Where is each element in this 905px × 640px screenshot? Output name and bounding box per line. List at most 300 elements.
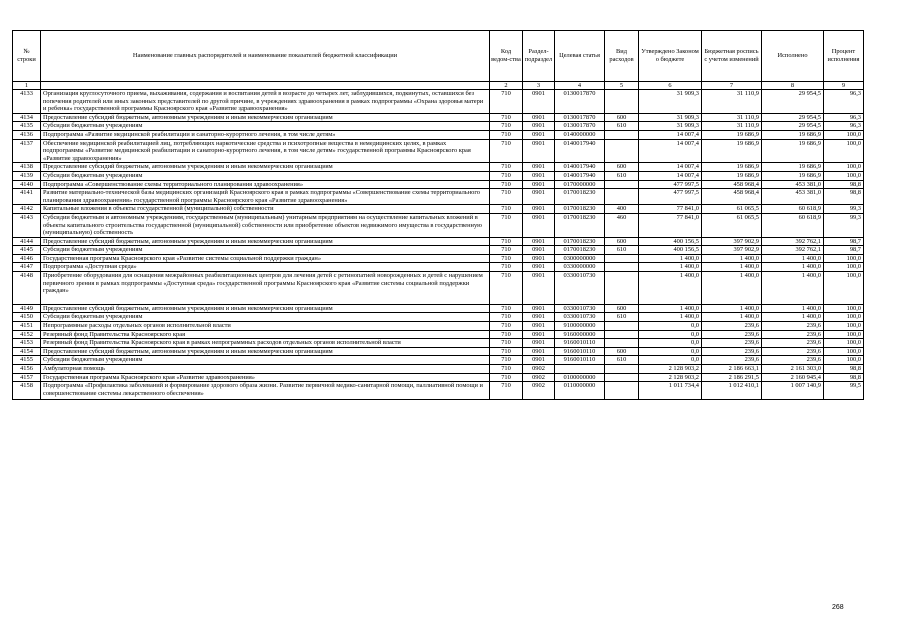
table-row bbox=[13, 339, 864, 348]
executed-cell: 60 618,9 bbox=[762, 205, 824, 214]
percent-cell: 100,0 bbox=[824, 356, 864, 365]
budget-table bbox=[12, 30, 864, 400]
expense-type-cell bbox=[605, 254, 639, 263]
expense-type-cell bbox=[605, 272, 639, 305]
target-article-cell: 0300000000 bbox=[555, 254, 605, 263]
column-number: 3 bbox=[523, 82, 555, 90]
budget-list-cell: 239,6 bbox=[702, 356, 762, 365]
target-article-cell: 9160000000 bbox=[555, 330, 605, 339]
name-cell: Непрограммные расходы отдельных органов исполнительной власти bbox=[41, 322, 490, 331]
name-cell: Субсидии бюджетным и автономным учреждениям, государственным (муниципальным) унитарным предприятиям на осуществление капитальных вложений в объекты капитального строительства государственной (муниципальной) собственности или приобретение объектов недвижимого имущества в государственную (муниципальную) собственность bbox=[41, 213, 490, 237]
expense-type-cell: 600 bbox=[605, 113, 639, 122]
target-article-cell: 0130017870 bbox=[555, 122, 605, 131]
dept-code-cell: 710 bbox=[490, 205, 523, 214]
budget-list-cell: 1 400,0 bbox=[702, 313, 762, 322]
expense-type-cell: 610 bbox=[605, 122, 639, 131]
dept-code-cell: 710 bbox=[490, 347, 523, 356]
approved-cell: 1 400,0 bbox=[639, 304, 702, 313]
table-row bbox=[13, 365, 864, 374]
target-article-cell: 0170018230 bbox=[555, 246, 605, 255]
executed-cell: 239,6 bbox=[762, 322, 824, 331]
target-article-cell: 0140017940 bbox=[555, 139, 605, 163]
executed-cell: 1 400,0 bbox=[762, 263, 824, 272]
name-cell: Подпрограмма «Развитие медицинской реабилитации и санаторно-курортного лечения, в том числе детям» bbox=[41, 130, 490, 139]
dept-code-cell: 710 bbox=[490, 189, 523, 205]
budget-list-cell: 1 400,0 bbox=[702, 304, 762, 313]
approved-cell: 477 997,5 bbox=[639, 180, 702, 189]
row-number-cell: 4140 bbox=[13, 180, 41, 189]
section-cell: 0901 bbox=[523, 237, 555, 246]
executed-cell: 19 686,9 bbox=[762, 171, 824, 180]
dept-code-cell: 710 bbox=[490, 122, 523, 131]
row-number-cell: 4142 bbox=[13, 205, 41, 214]
budget-list-cell: 397 902,9 bbox=[702, 237, 762, 246]
name-cell: Субсидии бюджетным учреждениям bbox=[41, 246, 490, 255]
budget-list-cell: 239,6 bbox=[702, 339, 762, 348]
expense-type-cell: 600 bbox=[605, 163, 639, 172]
name-cell: Приобретение оборудования для оснащения межрайонных реабилитационных центров для лечения детей с ретинопатией новорожденных и детей с нарушением первичного зрения в рамках подпрограммы «Доступная среда» государственной программы Красноярского края «Развитие системы социальной поддержки граждан» bbox=[41, 272, 490, 305]
column-number: 2 bbox=[490, 82, 523, 90]
table-row bbox=[13, 272, 864, 305]
target-article-cell: 0130017870 bbox=[555, 113, 605, 122]
approved-cell: 2 128 903,2 bbox=[639, 365, 702, 374]
executed-cell: 453 381,0 bbox=[762, 189, 824, 205]
executed-cell: 239,6 bbox=[762, 356, 824, 365]
table-row bbox=[13, 180, 864, 189]
column-number: 6 bbox=[639, 82, 702, 90]
column-number bbox=[41, 82, 490, 90]
percent-cell: 99,5 bbox=[824, 382, 864, 400]
section-cell: 0901 bbox=[523, 171, 555, 180]
section-cell: 0901 bbox=[523, 163, 555, 172]
section-cell: 0901 bbox=[523, 356, 555, 365]
percent-cell: 96,3 bbox=[824, 90, 864, 114]
row-number-cell: 4139 bbox=[13, 171, 41, 180]
name-cell: Субсидии бюджетным учреждениям bbox=[41, 171, 490, 180]
row-number-cell: 4134 bbox=[13, 113, 41, 122]
executed-cell: 19 686,9 bbox=[762, 163, 824, 172]
expense-type-cell: 600 bbox=[605, 237, 639, 246]
budget-list-cell: 2 186 663,1 bbox=[702, 365, 762, 374]
executed-cell: 392 762,1 bbox=[762, 237, 824, 246]
table-row bbox=[13, 113, 864, 122]
section-cell: 0901 bbox=[523, 113, 555, 122]
row-number-cell: 4149 bbox=[13, 304, 41, 313]
expense-type-cell bbox=[605, 382, 639, 400]
executed-cell: 1 007 140,9 bbox=[762, 382, 824, 400]
name-cell: Подпрограмма «Профилактика заболеваний и формирование здорового образа жизни. Развитие первичной медико-санитарной помощи, паллиативной помощи и совершенствование системы лекарственного обеспечения» bbox=[41, 382, 490, 400]
table-row bbox=[13, 254, 864, 263]
header-budget-list: Бюджетная роспись с учетом изменений bbox=[702, 31, 762, 82]
percent-cell: 100,0 bbox=[824, 130, 864, 139]
expense-type-cell bbox=[605, 139, 639, 163]
name-cell: Субсидии бюджетным учреждениям bbox=[41, 122, 490, 131]
budget-list-cell: 1 400,0 bbox=[702, 254, 762, 263]
dept-code-cell: 710 bbox=[490, 113, 523, 122]
header-row bbox=[13, 31, 864, 82]
page-number: 268 bbox=[832, 604, 844, 611]
approved-cell: 31 909,3 bbox=[639, 90, 702, 114]
budget-list-cell: 31 110,9 bbox=[702, 122, 762, 131]
target-article-cell: 0330010730 bbox=[555, 272, 605, 305]
executed-cell: 1 400,0 bbox=[762, 304, 824, 313]
expense-type-cell bbox=[605, 339, 639, 348]
section-cell: 0902 bbox=[523, 365, 555, 374]
section-cell: 0901 bbox=[523, 322, 555, 331]
target-article-cell: 0170018230 bbox=[555, 205, 605, 214]
expense-type-cell bbox=[605, 322, 639, 331]
name-cell: Государственная программа Красноярского края «Развитие здравоохранения» bbox=[41, 373, 490, 382]
dept-code-cell: 710 bbox=[490, 213, 523, 237]
column-number: 1 bbox=[13, 82, 41, 90]
percent-cell: 100,0 bbox=[824, 254, 864, 263]
budget-list-cell: 1 400,0 bbox=[702, 263, 762, 272]
name-cell: Резервный фонд Правительства Красноярского края bbox=[41, 330, 490, 339]
name-cell: Субсидии бюджетным учреждениям bbox=[41, 356, 490, 365]
dept-code-cell: 710 bbox=[490, 163, 523, 172]
section-cell: 0902 bbox=[523, 382, 555, 400]
table-row bbox=[13, 130, 864, 139]
row-number-cell: 4156 bbox=[13, 365, 41, 374]
column-number: 8 bbox=[762, 82, 824, 90]
approved-cell: 14 007,4 bbox=[639, 130, 702, 139]
executed-cell: 29 954,5 bbox=[762, 90, 824, 114]
column-number-row bbox=[13, 82, 864, 90]
dept-code-cell: 710 bbox=[490, 330, 523, 339]
target-article-cell: 0140017940 bbox=[555, 171, 605, 180]
row-number-cell: 4138 bbox=[13, 163, 41, 172]
approved-cell: 1 400,0 bbox=[639, 272, 702, 305]
budget-list-cell: 458 968,4 bbox=[702, 180, 762, 189]
section-cell: 0901 bbox=[523, 205, 555, 214]
budget-list-cell: 397 902,9 bbox=[702, 246, 762, 255]
name-cell: Амбулаторная помощь bbox=[41, 365, 490, 374]
budget-list-cell: 1 400,0 bbox=[702, 272, 762, 305]
expense-type-cell bbox=[605, 130, 639, 139]
name-cell: Подпрограмма «Совершенствование схемы территориального планирования здравоохранения» bbox=[41, 180, 490, 189]
section-cell: 0901 bbox=[523, 189, 555, 205]
table-row bbox=[13, 304, 864, 313]
target-article-cell: 0130017870 bbox=[555, 90, 605, 114]
table-row bbox=[13, 263, 864, 272]
approved-cell: 0,0 bbox=[639, 322, 702, 331]
row-number-cell: 4151 bbox=[13, 322, 41, 331]
section-cell: 0901 bbox=[523, 330, 555, 339]
row-number-cell: 4147 bbox=[13, 263, 41, 272]
approved-cell: 400 156,5 bbox=[639, 237, 702, 246]
column-number: 9 bbox=[824, 82, 864, 90]
name-cell: Предоставление субсидий бюджетным, автономным учреждениям и иным некоммерческим организациям bbox=[41, 347, 490, 356]
percent-cell: 100,0 bbox=[824, 322, 864, 331]
section-cell: 0901 bbox=[523, 130, 555, 139]
column-number: 4 bbox=[555, 82, 605, 90]
section-cell: 0901 bbox=[523, 254, 555, 263]
percent-cell: 100,0 bbox=[824, 339, 864, 348]
section-cell: 0902 bbox=[523, 373, 555, 382]
row-number-cell: 4152 bbox=[13, 330, 41, 339]
dept-code-cell: 710 bbox=[490, 180, 523, 189]
section-cell: 0901 bbox=[523, 122, 555, 131]
expense-type-cell: 610 bbox=[605, 171, 639, 180]
expense-type-cell: 400 bbox=[605, 205, 639, 214]
percent-cell: 100,0 bbox=[824, 139, 864, 163]
row-number-cell: 4148 bbox=[13, 272, 41, 305]
dept-code-cell: 710 bbox=[490, 272, 523, 305]
target-article-cell: 9160010110 bbox=[555, 347, 605, 356]
approved-cell: 14 007,4 bbox=[639, 171, 702, 180]
budget-list-cell: 31 110,9 bbox=[702, 90, 762, 114]
expense-type-cell bbox=[605, 373, 639, 382]
header-name: Наименование главных распорядителей и наименование показателей бюджетной классификации bbox=[41, 31, 490, 82]
expense-type-cell: 600 bbox=[605, 347, 639, 356]
table-row bbox=[13, 347, 864, 356]
approved-cell: 31 909,3 bbox=[639, 122, 702, 131]
target-article-cell: 0110000000 bbox=[555, 382, 605, 400]
target-article-cell bbox=[555, 365, 605, 374]
approved-cell: 2 128 903,2 bbox=[639, 373, 702, 382]
approved-cell: 77 841,0 bbox=[639, 205, 702, 214]
table-row bbox=[13, 163, 864, 172]
expense-type-cell: 460 bbox=[605, 213, 639, 237]
name-cell: Капитальные вложения в объекты государственной (муниципальной) собственности bbox=[41, 205, 490, 214]
percent-cell: 100,0 bbox=[824, 163, 864, 172]
percent-cell: 96,3 bbox=[824, 113, 864, 122]
executed-cell: 60 618,9 bbox=[762, 213, 824, 237]
table-row bbox=[13, 322, 864, 331]
dept-code-cell: 710 bbox=[490, 171, 523, 180]
target-article-cell: 0170018230 bbox=[555, 237, 605, 246]
table-row bbox=[13, 171, 864, 180]
expense-type-cell: 610 bbox=[605, 356, 639, 365]
table-row bbox=[13, 382, 864, 400]
section-cell: 0901 bbox=[523, 180, 555, 189]
percent-cell: 98,7 bbox=[824, 237, 864, 246]
percent-cell: 100,0 bbox=[824, 171, 864, 180]
expense-type-cell bbox=[605, 180, 639, 189]
approved-cell: 1 400,0 bbox=[639, 263, 702, 272]
row-number-cell: 4143 bbox=[13, 213, 41, 237]
target-article-cell: 0140000000 bbox=[555, 130, 605, 139]
row-number-cell: 4153 bbox=[13, 339, 41, 348]
approved-cell: 0,0 bbox=[639, 356, 702, 365]
approved-cell: 1 400,0 bbox=[639, 254, 702, 263]
header-target-article: Целевая статья bbox=[555, 31, 605, 82]
target-article-cell: 0330010730 bbox=[555, 313, 605, 322]
table-row bbox=[13, 90, 864, 114]
dept-code-cell: 710 bbox=[490, 365, 523, 374]
percent-cell: 96,3 bbox=[824, 122, 864, 131]
dept-code-cell: 710 bbox=[490, 254, 523, 263]
section-cell: 0901 bbox=[523, 246, 555, 255]
budget-list-cell: 239,6 bbox=[702, 330, 762, 339]
section-cell: 0901 bbox=[523, 90, 555, 114]
executed-cell: 19 686,9 bbox=[762, 139, 824, 163]
percent-cell: 100,0 bbox=[824, 272, 864, 305]
dept-code-cell: 710 bbox=[490, 90, 523, 114]
executed-cell: 453 381,0 bbox=[762, 180, 824, 189]
table-row bbox=[13, 313, 864, 322]
row-number-cell: 4144 bbox=[13, 237, 41, 246]
table-row bbox=[13, 213, 864, 237]
target-article-cell: 9160010110 bbox=[555, 356, 605, 365]
table-body bbox=[13, 90, 864, 400]
percent-cell: 100,0 bbox=[824, 304, 864, 313]
percent-cell: 98,8 bbox=[824, 180, 864, 189]
target-article-cell: 0170018230 bbox=[555, 213, 605, 237]
approved-cell: 14 007,4 bbox=[639, 163, 702, 172]
budget-list-cell: 239,6 bbox=[702, 347, 762, 356]
percent-cell: 98,8 bbox=[824, 365, 864, 374]
target-article-cell: 0140017940 bbox=[555, 163, 605, 172]
target-article-cell: 9160010110 bbox=[555, 339, 605, 348]
dept-code-cell: 710 bbox=[490, 313, 523, 322]
budget-list-cell: 19 686,9 bbox=[702, 139, 762, 163]
percent-cell: 99,3 bbox=[824, 205, 864, 214]
approved-cell: 0,0 bbox=[639, 347, 702, 356]
budget-list-cell: 61 065,5 bbox=[702, 205, 762, 214]
approved-cell: 400 156,5 bbox=[639, 246, 702, 255]
header-section: Раздел-подраздел bbox=[523, 31, 555, 82]
target-article-cell: 0170000000 bbox=[555, 180, 605, 189]
header-percent: Процент исполнения bbox=[824, 31, 864, 82]
executed-cell: 239,6 bbox=[762, 347, 824, 356]
target-article-cell: 9100000000 bbox=[555, 322, 605, 331]
target-article-cell: 0330000000 bbox=[555, 263, 605, 272]
percent-cell: 100,0 bbox=[824, 263, 864, 272]
row-number-cell: 4141 bbox=[13, 189, 41, 205]
row-number-cell: 4137 bbox=[13, 139, 41, 163]
name-cell: Предоставление субсидий бюджетным, автономным учреждениям и иным некоммерческим организациям bbox=[41, 304, 490, 313]
row-number-cell: 4150 bbox=[13, 313, 41, 322]
approved-cell: 77 841,0 bbox=[639, 213, 702, 237]
name-cell: Резервный фонд Правительства Красноярского края в рамках непрограммных расходов отдельных органов исполнительной власти bbox=[41, 339, 490, 348]
executed-cell: 239,6 bbox=[762, 330, 824, 339]
table-row bbox=[13, 139, 864, 163]
approved-cell: 1 011 734,4 bbox=[639, 382, 702, 400]
table-row bbox=[13, 237, 864, 246]
expense-type-cell bbox=[605, 189, 639, 205]
row-number-cell: 4146 bbox=[13, 254, 41, 263]
dept-code-cell: 710 bbox=[490, 263, 523, 272]
dept-code-cell: 710 bbox=[490, 322, 523, 331]
header-executed: Исполнено bbox=[762, 31, 824, 82]
target-article-cell: 0170018230 bbox=[555, 189, 605, 205]
section-cell: 0901 bbox=[523, 213, 555, 237]
row-number-cell: 4145 bbox=[13, 246, 41, 255]
row-number-cell: 4155 bbox=[13, 356, 41, 365]
executed-cell: 1 400,0 bbox=[762, 254, 824, 263]
section-cell: 0901 bbox=[523, 313, 555, 322]
name-cell: Государственная программа Красноярского края «Развитие системы социальной поддержки граждан» bbox=[41, 254, 490, 263]
percent-cell: 100,0 bbox=[824, 330, 864, 339]
percent-cell: 100,0 bbox=[824, 347, 864, 356]
budget-list-cell: 61 065,5 bbox=[702, 213, 762, 237]
executed-cell: 29 954,5 bbox=[762, 122, 824, 131]
executed-cell: 1 400,0 bbox=[762, 313, 824, 322]
percent-cell: 98,8 bbox=[824, 189, 864, 205]
budget-list-cell: 19 686,9 bbox=[702, 163, 762, 172]
dept-code-cell: 710 bbox=[490, 382, 523, 400]
budget-list-cell: 239,6 bbox=[702, 322, 762, 331]
row-number-cell: 4135 bbox=[13, 122, 41, 131]
dept-code-cell: 710 bbox=[490, 304, 523, 313]
table-row bbox=[13, 356, 864, 365]
percent-cell: 98,8 bbox=[824, 373, 864, 382]
dept-code-cell: 710 bbox=[490, 130, 523, 139]
percent-cell: 98,7 bbox=[824, 246, 864, 255]
budget-list-cell: 31 110,9 bbox=[702, 113, 762, 122]
table-row bbox=[13, 205, 864, 214]
section-cell: 0901 bbox=[523, 272, 555, 305]
executed-cell: 2 161 303,0 bbox=[762, 365, 824, 374]
expense-type-cell: 600 bbox=[605, 304, 639, 313]
approved-cell: 477 997,5 bbox=[639, 189, 702, 205]
executed-cell: 29 954,5 bbox=[762, 113, 824, 122]
name-cell: Предоставление субсидий бюджетным, автономным учреждениям и иным некоммерческим организациям bbox=[41, 113, 490, 122]
section-cell: 0901 bbox=[523, 347, 555, 356]
section-cell: 0901 bbox=[523, 263, 555, 272]
budget-list-cell: 19 686,9 bbox=[702, 130, 762, 139]
budget-list-cell: 1 012 410,1 bbox=[702, 382, 762, 400]
name-cell: Предоставление субсидий бюджетным, автономным учреждениям и иным некоммерческим организациям bbox=[41, 237, 490, 246]
name-cell: Организация круглосуточного приема, выхаживания, содержания и воспитания детей в возрасте до четырех лет, заблудившихся, подкинутых, оставшихся без попечения родителей или иных законных представителей по другой причине, в учреждениях здравоохранения в рамках подпрограммы «Охрана здоровья матери и ребенка» государственной программы Красноярского края «Развитие здравоохранения» bbox=[41, 90, 490, 114]
expense-type-cell bbox=[605, 365, 639, 374]
executed-cell: 2 160 945,4 bbox=[762, 373, 824, 382]
percent-cell: 100,0 bbox=[824, 313, 864, 322]
row-number-cell: 4136 bbox=[13, 130, 41, 139]
header-expense-type: Вид расходов bbox=[605, 31, 639, 82]
table-row bbox=[13, 330, 864, 339]
table-row bbox=[13, 246, 864, 255]
approved-cell: 1 400,0 bbox=[639, 313, 702, 322]
table-row bbox=[13, 122, 864, 131]
expense-type-cell bbox=[605, 263, 639, 272]
column-number: 5 bbox=[605, 82, 639, 90]
row-number-cell: 4154 bbox=[13, 347, 41, 356]
executed-cell: 19 686,9 bbox=[762, 130, 824, 139]
section-cell: 0901 bbox=[523, 139, 555, 163]
section-cell: 0901 bbox=[523, 304, 555, 313]
name-cell: Предоставление субсидий бюджетным, автономным учреждениям и иным некоммерческим организациям bbox=[41, 163, 490, 172]
target-article-cell: 0330010730 bbox=[555, 304, 605, 313]
executed-cell: 1 400,0 bbox=[762, 272, 824, 305]
dept-code-cell: 710 bbox=[490, 237, 523, 246]
budget-list-cell: 19 686,9 bbox=[702, 171, 762, 180]
table-row bbox=[13, 373, 864, 382]
executed-cell: 239,6 bbox=[762, 339, 824, 348]
dept-code-cell: 710 bbox=[490, 356, 523, 365]
expense-type-cell bbox=[605, 90, 639, 114]
dept-code-cell: 710 bbox=[490, 139, 523, 163]
approved-cell: 0,0 bbox=[639, 330, 702, 339]
header-approved: Утверждено Законом о бюджете bbox=[639, 31, 702, 82]
name-cell: Подпрограмма «Доступная среда» bbox=[41, 263, 490, 272]
header-dept-code: Код ведом-ства bbox=[490, 31, 523, 82]
expense-type-cell: 610 bbox=[605, 313, 639, 322]
table-row bbox=[13, 189, 864, 205]
dept-code-cell: 710 bbox=[490, 246, 523, 255]
executed-cell: 392 762,1 bbox=[762, 246, 824, 255]
approved-cell: 31 909,3 bbox=[639, 113, 702, 122]
row-number-cell: 4157 bbox=[13, 373, 41, 382]
dept-code-cell: 710 bbox=[490, 339, 523, 348]
section-cell: 0901 bbox=[523, 339, 555, 348]
row-number-cell: 4133 bbox=[13, 90, 41, 114]
name-cell: Субсидии бюджетным учреждениям bbox=[41, 313, 490, 322]
header-row-number: № строки bbox=[13, 31, 41, 82]
expense-type-cell bbox=[605, 330, 639, 339]
percent-cell: 99,3 bbox=[824, 213, 864, 237]
